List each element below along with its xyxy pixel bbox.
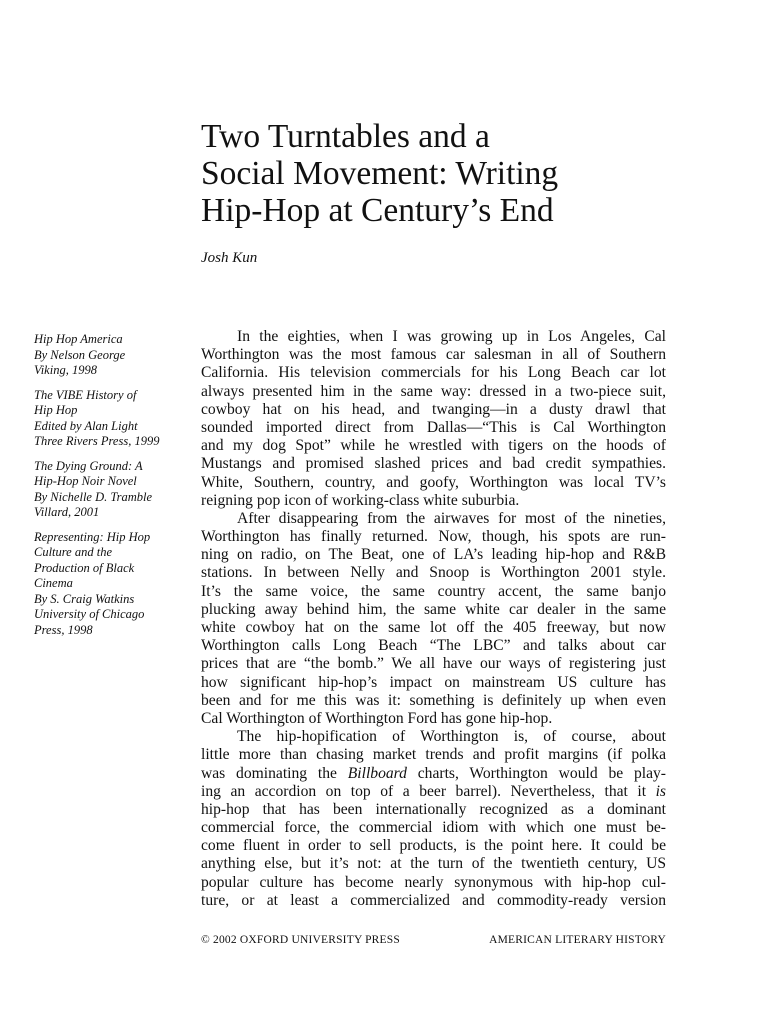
article-body [201, 328, 666, 910]
author-name: Josh Kun [201, 250, 258, 266]
body-line: Cal Worthington of Worthington Ford has gone hip-hop. [201, 709, 553, 727]
book-reference-line: Villard, 2001 [34, 505, 100, 519]
body-line: come fluent in order to sell products, is the point here. It could be [201, 837, 666, 855]
body-line: Worthington has finally returned. Now, though, his spots are run- [201, 528, 666, 546]
body-line: been and for me this was it: something is definitely up when even [201, 691, 666, 709]
body-line: stations. In between Nelly and Snoop is Worthington 2001 style. [201, 564, 666, 582]
body-line: was dominating the Billboard charts, Worthington would be play- [201, 764, 666, 782]
book-reference-line: The Dying Ground: A [34, 458, 143, 473]
body-line: plucking away behind him, the same white car dealer in the same [201, 600, 666, 618]
body-line: California. His television commercials for his Long Beach car lot [201, 364, 666, 382]
book-reference-line: University of Chicago [34, 607, 145, 621]
article-title [201, 118, 671, 229]
book-reference [34, 332, 184, 379]
body-line: white cowboy hat on the same lot off the 405 freeway, but now [201, 619, 666, 636]
book-reference [34, 459, 184, 521]
body-line: reigning pop icon of working-class white suburbia. [201, 491, 520, 509]
body-line: After disappearing from the airwaves for most of the nineties, [237, 509, 666, 527]
title-line: Hip-Hop at Century’s End [201, 192, 554, 229]
body-line: cowboy hat on his head, and twanging—in a dusty drawl that [201, 400, 666, 418]
book-reference [34, 388, 184, 450]
book-reference-line: Representing: Hip Hop [34, 529, 151, 544]
body-line: In the eighties, when I was growing up in Los Angeles, Cal [237, 328, 666, 345]
body-line: White, Southern, country, and goofy, Worthington was local TV’s [201, 473, 666, 491]
book-reference-line: The VIBE History of [34, 387, 137, 402]
title-line: Two Turntables and a [201, 118, 490, 155]
reviewed-books-sidebar [34, 332, 184, 647]
body-line: commercial force, the commercial idiom with which one must be- [201, 819, 666, 837]
title-line: Social Movement: Writing [201, 155, 559, 192]
book-reference-line: Hip Hop [34, 403, 78, 417]
book-reference-line: Hip Hop America [34, 332, 123, 346]
footer-journal-name: AMERICAN LITERARY HISTORY [489, 934, 666, 946]
body-line: Mustangs and promised slashed prices and bad credit sympathies. [201, 455, 666, 473]
body-line: how significant hip-hop’s impact on mainstream US culture has [201, 673, 666, 691]
body-line: ing an accordion on top of a beer barrel). Nevertheless, that it is [201, 782, 666, 800]
body-line: always presented him in the same way: dressed in a two-piece suit, [201, 382, 666, 400]
book-reference-line: By S. Craig Watkins [34, 591, 135, 606]
book-reference-line: Production of Black [34, 560, 135, 575]
body-line: popular culture has become nearly synonymous with hip-hop cul- [201, 873, 666, 891]
book-reference-line: Edited by Alan Light [34, 418, 138, 433]
book-reference-line: Three Rivers Press, 1999 [34, 434, 160, 448]
footer-copyright: © 2002 OXFORD UNIVERSITY PRESS [201, 934, 400, 946]
body-line: anything else, but it’s not: at the turn of the twentieth century, US [201, 855, 666, 873]
page-footer [201, 934, 666, 946]
body-line: sounded imported direct from Dallas—“This is Cal Worthington [201, 418, 666, 436]
body-line: Worthington calls Long Beach “The LBC” and talks about car [201, 637, 666, 655]
book-reference [34, 530, 184, 639]
book-reference-line: Hip-Hop Noir Novel [34, 474, 137, 488]
italic-emphasis: Billboard [347, 764, 407, 782]
body-line: ture, or at least a commercialized and commodity-ready version [201, 891, 666, 909]
book-reference-line: Press, 1998 [34, 622, 93, 637]
body-line: and my dog Spot” while he wrestled with tigers on the hoods of [201, 437, 666, 455]
book-reference-line: Culture and the [34, 545, 113, 559]
body-line: The hip-hopification of Worthington is, of course, about [237, 728, 666, 746]
body-line: Worthington was the most famous car salesman in all of Southern [201, 346, 666, 364]
body-line: hip-hop that has been internationally recognized as a dominant [201, 800, 666, 818]
book-reference-line: By Nichelle D. Tramble [34, 489, 153, 504]
body-line: ning on radio, on The Beat, one of LA’s leading hip-hop and R&B [201, 546, 666, 564]
italic-emphasis: is [655, 782, 666, 800]
body-line: prices that are “the bomb.” We all have our ways of registering just [201, 655, 666, 673]
body-line: It’s the same voice, the same country accent, the same banjo [201, 582, 666, 600]
book-reference-line: By Nelson George [34, 347, 126, 362]
body-line: little more than chasing market trends and profit margins (if polka [201, 746, 666, 764]
book-reference-line: Cinema [34, 576, 73, 590]
book-reference-line: Viking, 1998 [34, 363, 97, 377]
